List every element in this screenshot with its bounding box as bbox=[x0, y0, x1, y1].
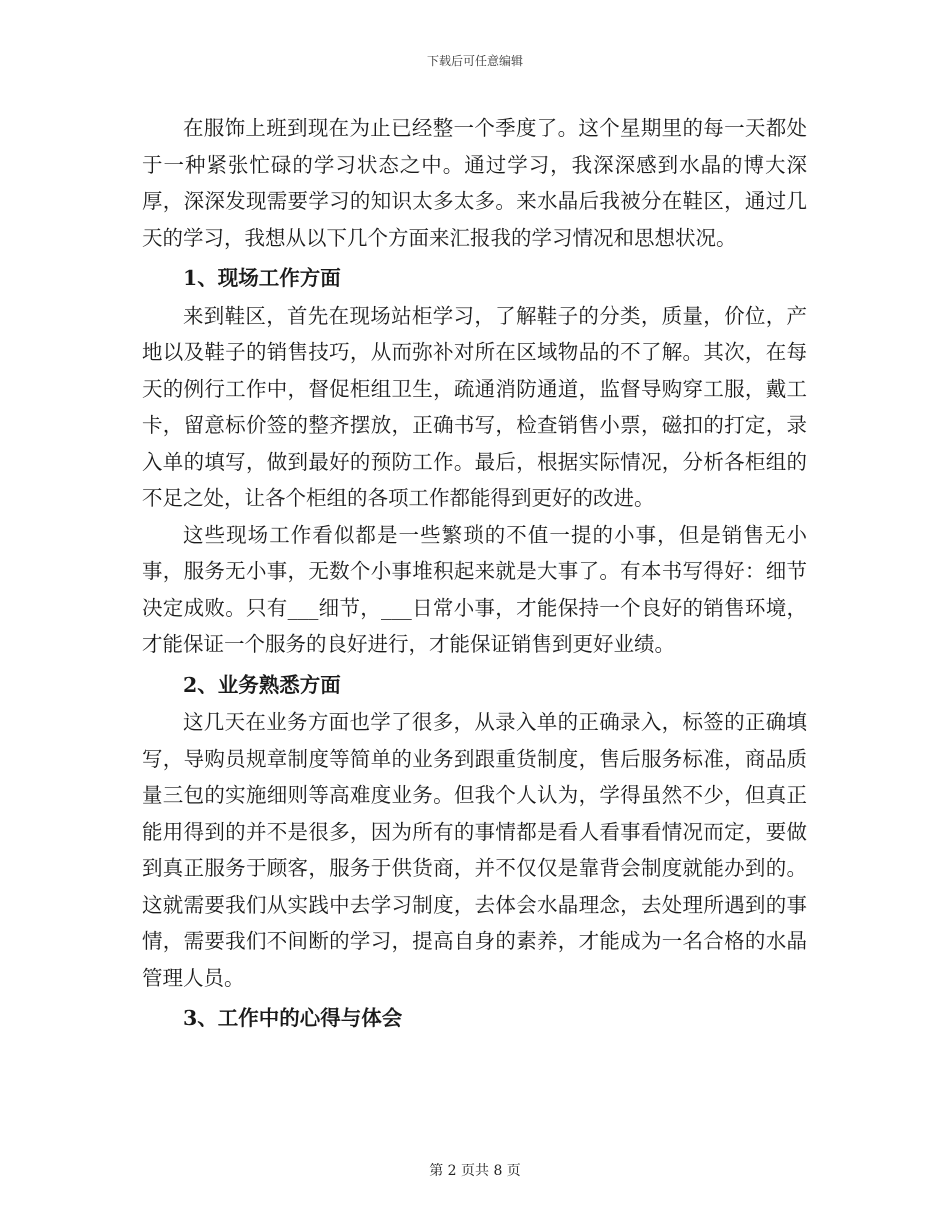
section-heading-1: 1、现场工作方面 bbox=[183, 266, 341, 290]
paragraph-details-matter: 这些现场工作看似都是一些繁琐的不值一提的小事，但是销售无小事，服务无小事，无数个小事堆积起来就是大事了。有本书写得好：细节决定成败。只有___细节，___日常小事，才能保持一个良好的销售环境，才能保证一个服务的良好进行，才能保证销售到更好业绩。 bbox=[142, 522, 807, 656]
paragraph-intro: 在服饰上班到现在为止已经整一个季度了。这个星期里的每一天都处于一种紧张忙碌的学习状态之中。通过学习，我深深感到水晶的博大深厚，深深发现需要学习的知识太多太多。来水晶后我被分在鞋区，通过几天的学习，我想从以下几个方面来汇报我的学习情况和思想状况。 bbox=[142, 116, 807, 250]
page-number: 第 2 页共 8 页 bbox=[429, 1163, 521, 1179]
document-body bbox=[142, 110, 807, 1038]
section-heading-3: 3、工作中的心得与体会 bbox=[183, 1006, 403, 1030]
section-heading-2: 2、业务熟悉方面 bbox=[183, 672, 341, 697]
paragraph-onsite-work: 来到鞋区，首先在现场站柜学习，了解鞋子的分类，质量，价位，产地以及鞋子的销售技巧，从而弥补对所在区域物品的不了解。其次，在每天的例行工作中，督促柜组卫生，疏通消防通道，监督导购穿工服，戴工卡，留意标价签的整齐摆放，正确书写，检查销售小票，磁扣的打定，录入单的填写，做到最好的预防工作。最后，根据实际情况，分析各柜组的不足之处，让各个柜组的各项工作都能得到更好的改进。 bbox=[142, 303, 807, 510]
page-header: 下载后可任意编辑 bbox=[426, 54, 523, 68]
paragraph-business-knowledge: 这几天在业务方面也学了很多，从录入单的正确录入，标签的正确填写，导购员规章制度等简单的业务到跟重货制度，售后服务标准，商品质量三包的实施细则等高难度业务。但我个人认为，学得虽然不少，但真正能用得到的并不是很多，因为所有的事情都是看人看事看情况而定，要做到真正服务于顾客，服务于供货商，并不仅仅是靠背会制度就能办到的。这就需要我们从实践中去学习制度，去体会水晶理念，去处理所遇到的事情，需要我们不间断的学习，提高自身的素养，才能成为一名合格的水晶管理人员。 bbox=[142, 710, 807, 990]
